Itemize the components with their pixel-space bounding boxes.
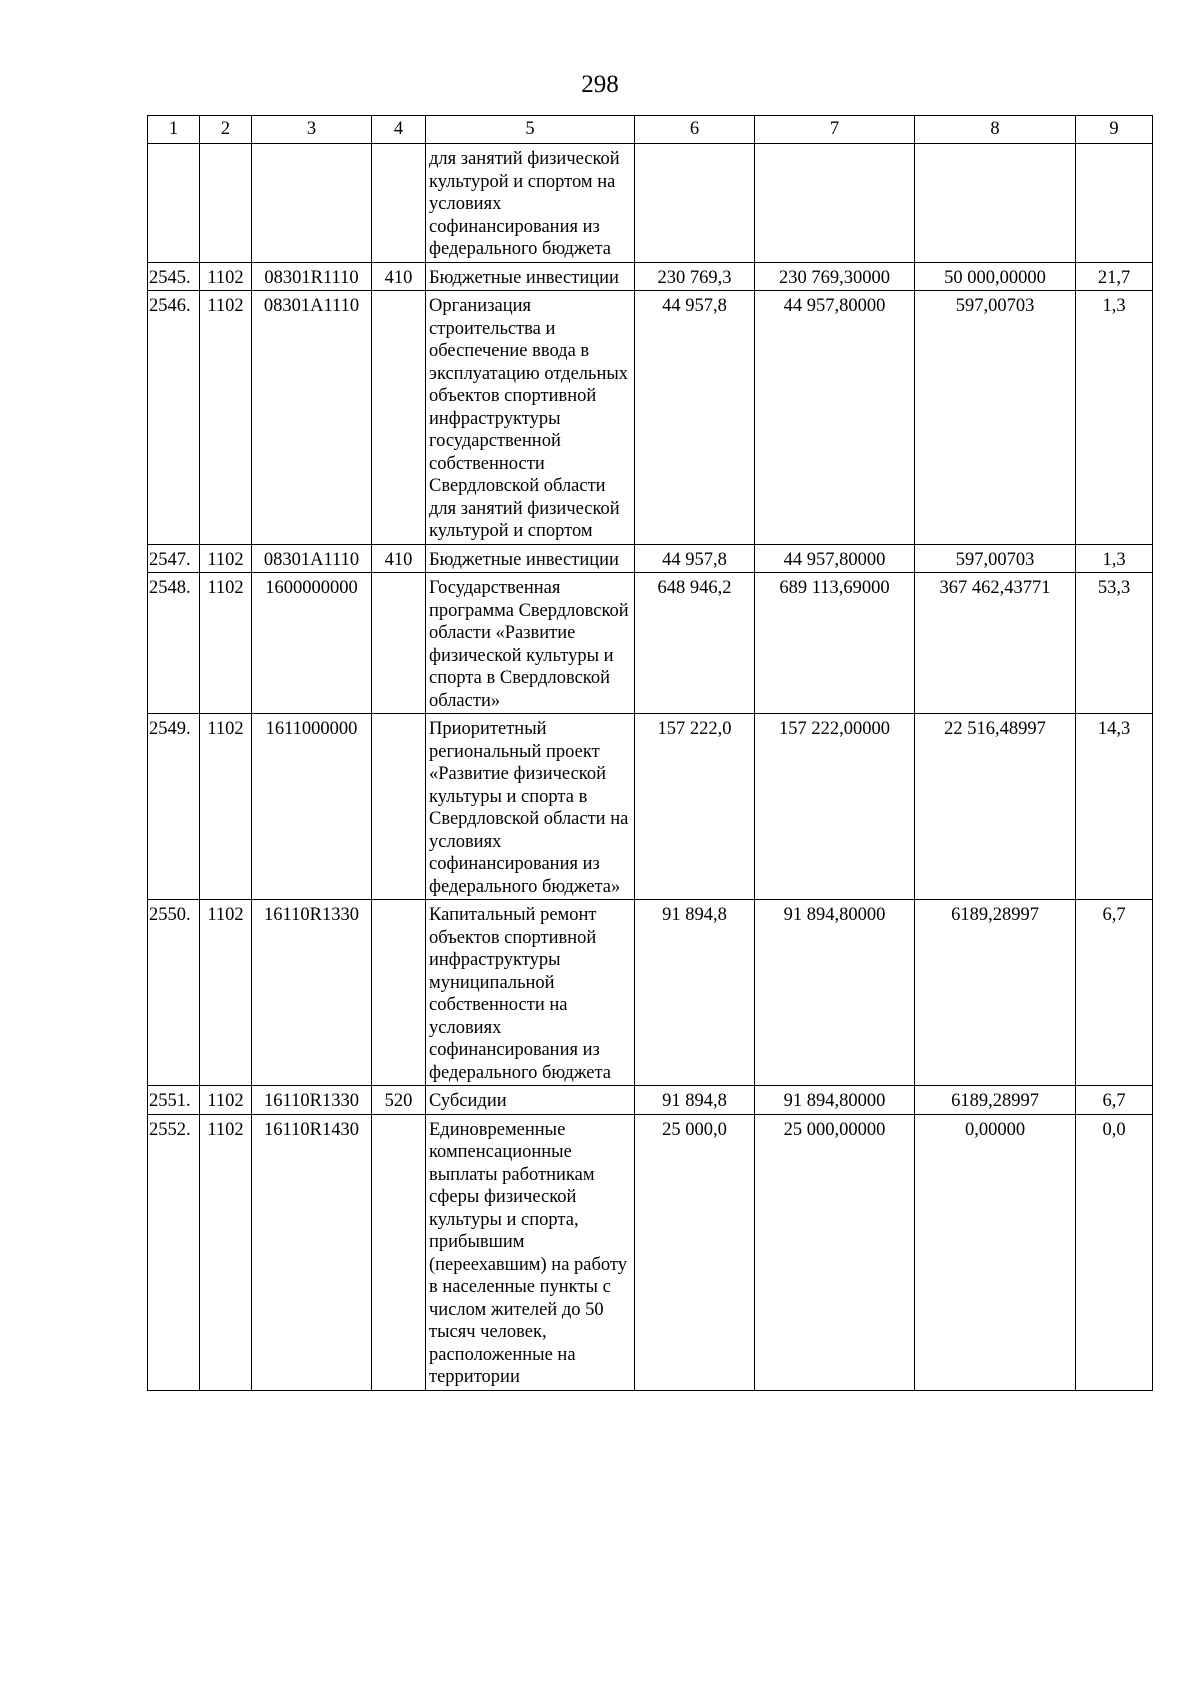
executed-amount-cell: 6189,28997: [915, 900, 1076, 1086]
executed-amount-cell: 367 462,43771: [915, 573, 1076, 714]
refined-amount-cell: 44 957,80000: [755, 291, 915, 545]
refined-amount-cell: 689 113,69000: [755, 573, 915, 714]
row-number-cell: [148, 144, 200, 263]
planned-amount-cell: 648 946,2: [635, 573, 755, 714]
target-article-code-cell: 16110R1430: [252, 1114, 372, 1390]
planned-amount-cell: 25 000,0: [635, 1114, 755, 1390]
planned-amount-cell: [635, 144, 755, 263]
item-name-cell: Капитальный ремонт объектов спортивной инфраструктуры муниципальной собственности на условиях софинансирования из федерального бюджета: [426, 900, 635, 1086]
item-name-cell: Организация строительства и обеспечение ввода в эксплуатацию отдельных объектов спортивной инфраструктуры государственной собственности Свердловской области для занятий физической культурой и спортом: [426, 291, 635, 545]
row-number-cell: 2545.: [148, 262, 200, 291]
executed-amount-cell: [915, 144, 1076, 263]
expense-type-code-cell: 410: [372, 262, 426, 291]
refined-amount-cell: [755, 144, 915, 263]
expense-type-code-cell: 410: [372, 544, 426, 573]
section-code-cell: 1102: [200, 714, 252, 900]
execution-percent-cell: 1,3: [1076, 544, 1153, 573]
expense-type-code-cell: 520: [372, 1086, 426, 1115]
table-row: [148, 1086, 1153, 1115]
refined-amount-cell: 25 000,00000: [755, 1114, 915, 1390]
expense-type-code-cell: [372, 900, 426, 1086]
item-name-cell: Субсидии: [426, 1086, 635, 1115]
table-row: [148, 144, 1153, 263]
page-number: 298: [581, 71, 619, 98]
row-number-cell: 2552.: [148, 1114, 200, 1390]
executed-amount-cell: 597,00703: [915, 291, 1076, 545]
target-article-code-cell: 08301A1110: [252, 544, 372, 573]
refined-amount-cell: 91 894,80000: [755, 900, 915, 1086]
planned-amount-cell: 44 957,8: [635, 544, 755, 573]
row-number-cell: 2550.: [148, 900, 200, 1086]
table-row: [148, 262, 1153, 291]
expense-type-code-cell: [372, 573, 426, 714]
execution-percent-cell: [1076, 144, 1153, 263]
item-name-cell: Бюджетные инвестиции: [426, 544, 635, 573]
execution-percent-cell: 1,3: [1076, 291, 1153, 545]
table-row: [148, 544, 1153, 573]
target-article-code-cell: 16110R1330: [252, 900, 372, 1086]
table-row: [148, 291, 1153, 545]
execution-percent-cell: 21,7: [1076, 262, 1153, 291]
section-code-cell: 1102: [200, 900, 252, 1086]
planned-amount-cell: 230 769,3: [635, 262, 755, 291]
section-code-cell: [200, 144, 252, 263]
column-number-8: 8: [915, 116, 1076, 144]
section-code-cell: 1102: [200, 1114, 252, 1390]
item-name-cell: Приоритетный региональный проект «Развитие физической культуры и спорта в Свердловской области на условиях софинансирования из федерального бюджета»: [426, 714, 635, 900]
section-code-cell: 1102: [200, 291, 252, 545]
target-article-code-cell: 1611000000: [252, 714, 372, 900]
refined-amount-cell: 157 222,00000: [755, 714, 915, 900]
table-header-row: [148, 116, 1153, 144]
executed-amount-cell: 50 000,00000: [915, 262, 1076, 291]
table-row: [148, 573, 1153, 714]
refined-amount-cell: 230 769,30000: [755, 262, 915, 291]
planned-amount-cell: 91 894,8: [635, 1086, 755, 1115]
target-article-code-cell: [252, 144, 372, 263]
execution-percent-cell: 53,3: [1076, 573, 1153, 714]
executed-amount-cell: 6189,28997: [915, 1086, 1076, 1115]
table-row: [148, 900, 1153, 1086]
row-number-cell: 2551.: [148, 1086, 200, 1115]
execution-percent-cell: 6,7: [1076, 900, 1153, 1086]
expense-type-code-cell: [372, 714, 426, 900]
column-number-7: 7: [755, 116, 915, 144]
expense-type-code-cell: [372, 291, 426, 545]
executed-amount-cell: 22 516,48997: [915, 714, 1076, 900]
executed-amount-cell: 597,00703: [915, 544, 1076, 573]
refined-amount-cell: 91 894,80000: [755, 1086, 915, 1115]
item-name-cell: для занятий физической культурой и спортом на условиях софинансирования из федерального бюджета: [426, 144, 635, 263]
target-article-code-cell: 08301R1110: [252, 262, 372, 291]
column-number-2: 2: [200, 116, 252, 144]
execution-percent-cell: 14,3: [1076, 714, 1153, 900]
column-number-5: 5: [426, 116, 635, 144]
target-article-code-cell: 16110R1330: [252, 1086, 372, 1115]
column-number-6: 6: [635, 116, 755, 144]
table-row: [148, 714, 1153, 900]
target-article-code-cell: 1600000000: [252, 573, 372, 714]
column-number-3: 3: [252, 116, 372, 144]
expense-type-code-cell: [372, 1114, 426, 1390]
expense-type-code-cell: [372, 144, 426, 263]
target-article-code-cell: 08301A1110: [252, 291, 372, 545]
executed-amount-cell: 0,00000: [915, 1114, 1076, 1390]
budget-table: [147, 115, 1153, 1391]
execution-percent-cell: 6,7: [1076, 1086, 1153, 1115]
row-number-cell: 2547.: [148, 544, 200, 573]
section-code-cell: 1102: [200, 262, 252, 291]
item-name-cell: Единовременные компенсационные выплаты работникам сферы физической культуры и спорта, прибывшим (переехавшим) на работу в населенные пункты с числом жителей до 50 тысяч человек, расположенные на территории: [426, 1114, 635, 1390]
item-name-cell: Бюджетные инвестиции: [426, 262, 635, 291]
execution-percent-cell: 0,0: [1076, 1114, 1153, 1390]
row-number-cell: 2546.: [148, 291, 200, 545]
section-code-cell: 1102: [200, 1086, 252, 1115]
column-number-4: 4: [372, 116, 426, 144]
section-code-cell: 1102: [200, 573, 252, 714]
row-number-cell: 2548.: [148, 573, 200, 714]
row-number-cell: 2549.: [148, 714, 200, 900]
refined-amount-cell: 44 957,80000: [755, 544, 915, 573]
column-number-9: 9: [1076, 116, 1153, 144]
planned-amount-cell: 157 222,0: [635, 714, 755, 900]
table-row: [148, 1114, 1153, 1390]
planned-amount-cell: 44 957,8: [635, 291, 755, 545]
item-name-cell: Государственная программа Свердловской области «Развитие физической культуры и спорта в Свердловской области»: [426, 573, 635, 714]
planned-amount-cell: 91 894,8: [635, 900, 755, 1086]
section-code-cell: 1102: [200, 544, 252, 573]
column-number-1: 1: [148, 116, 200, 144]
